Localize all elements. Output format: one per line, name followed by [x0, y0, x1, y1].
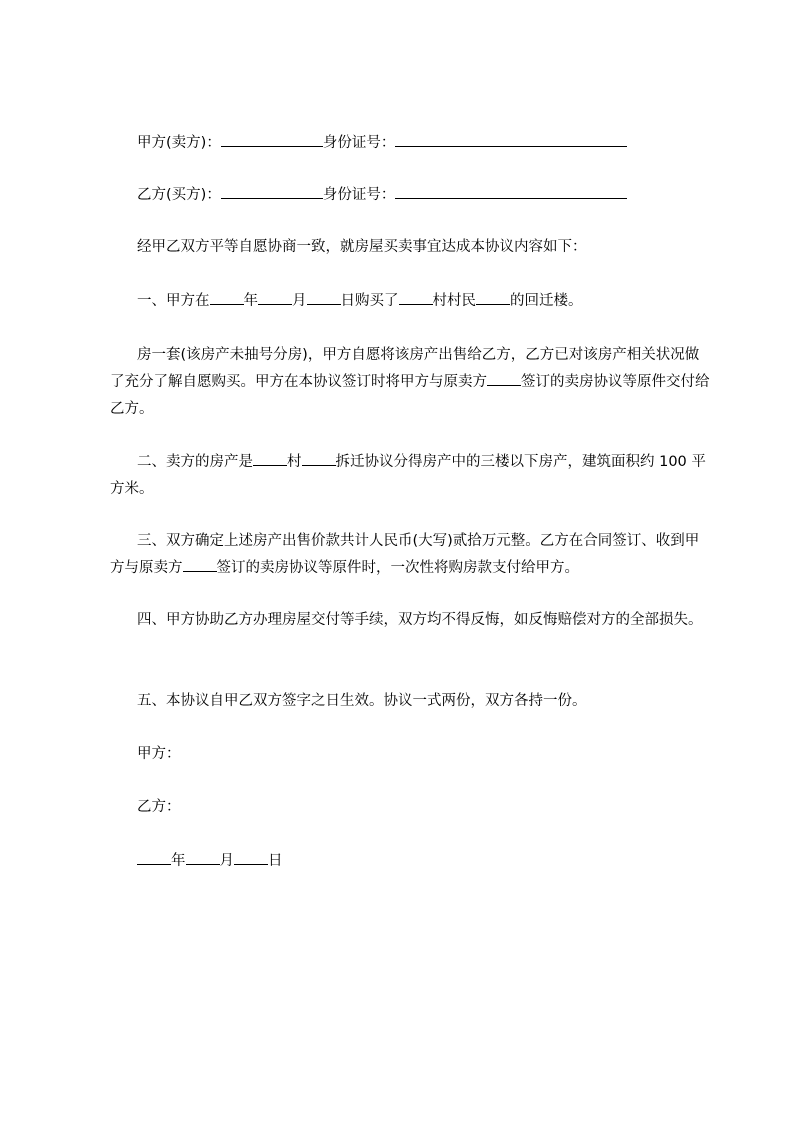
clause-2-text: 拆迁协议分得房产中的三楼以下房产，建筑面积约 100 平方米。 — [110, 454, 706, 497]
sign-month-blank[interactable] — [186, 850, 220, 865]
party-a-id-blank[interactable] — [395, 132, 627, 147]
clause-1-text: 日购买了 — [340, 293, 399, 309]
clause-1-cont-text: 房一套(该房产未抽号分房)，甲方自愿将该房产出售给乙方，乙方已对该房产相关状况做了充分了解自愿购买。甲方在本协议签订时将甲方与原卖方 — [110, 347, 700, 390]
date-month-label: 月 — [219, 853, 234, 869]
clause-2 — [110, 449, 710, 503]
clause-5: 五、本协议自甲乙双方签字之日生效。协议一式两份，双方各持一份。 — [137, 693, 587, 709]
party-a-line — [137, 132, 627, 153]
village-party-blank[interactable] — [302, 451, 336, 466]
party-a-id-label: 身份证号： — [322, 135, 396, 151]
party-b-name-blank[interactable] — [221, 184, 323, 199]
party-a-name-blank[interactable] — [221, 132, 323, 147]
signature-party-b: 乙方： — [137, 799, 181, 815]
party-b-id-blank[interactable] — [395, 184, 627, 199]
clause-1-continuation — [110, 342, 710, 423]
clause-4: 四、甲方协助乙方办理房屋交付等手续，双方均不得反悔，如反悔赔偿对方的全部损失。 — [137, 612, 703, 628]
party-b-line — [137, 184, 627, 205]
clause-1-text: 村村民 — [432, 293, 476, 309]
party-b-label: 乙方(买方)： — [137, 187, 221, 203]
intro-text: 经甲乙双方平等自愿协商一致，就房屋买卖事宜达成本协议内容如下： — [137, 239, 587, 255]
clause-1-text: 一、甲方在 — [137, 293, 210, 309]
village-blank[interactable] — [399, 290, 433, 305]
party-b-id-label: 身份证号： — [322, 187, 396, 203]
year-blank[interactable] — [210, 290, 244, 305]
sign-year-blank[interactable] — [137, 850, 171, 865]
date-day-label: 日 — [268, 853, 283, 869]
signature-date — [137, 850, 283, 871]
original-seller-blank[interactable] — [487, 371, 521, 386]
clause-1-cont-text: 签订的卖房协议等原件交付给乙方。 — [110, 374, 710, 417]
clause-2-text: 村 — [287, 454, 302, 470]
original-seller-blank[interactable] — [183, 557, 217, 572]
clause-1-text: 月 — [292, 293, 307, 309]
villager-blank[interactable] — [476, 290, 510, 305]
clause-2-text: 二、卖方的房产是 — [137, 454, 253, 470]
clause-1 — [137, 290, 583, 311]
clause-1-text: 的回迁楼。 — [510, 293, 583, 309]
clause-3 — [110, 528, 710, 582]
date-year-label: 年 — [171, 853, 186, 869]
month-blank[interactable] — [258, 290, 292, 305]
signature-party-a: 甲方： — [137, 746, 181, 762]
party-a-label: 甲方(卖方)： — [137, 135, 221, 151]
clause-1-text: 年 — [243, 293, 258, 309]
day-blank[interactable] — [307, 290, 341, 305]
clause-3-text: 签订的卖房协议等原件时，一次性将购房款支付给甲方。 — [216, 560, 579, 576]
sign-day-blank[interactable] — [234, 850, 268, 865]
village-name-blank[interactable] — [253, 451, 287, 466]
clause-3-text: 三、双方确定上述房产出售价款共计人民币(大写)贰拾万元整。乙方在合同签订、收到甲方与原卖方 — [110, 533, 700, 576]
